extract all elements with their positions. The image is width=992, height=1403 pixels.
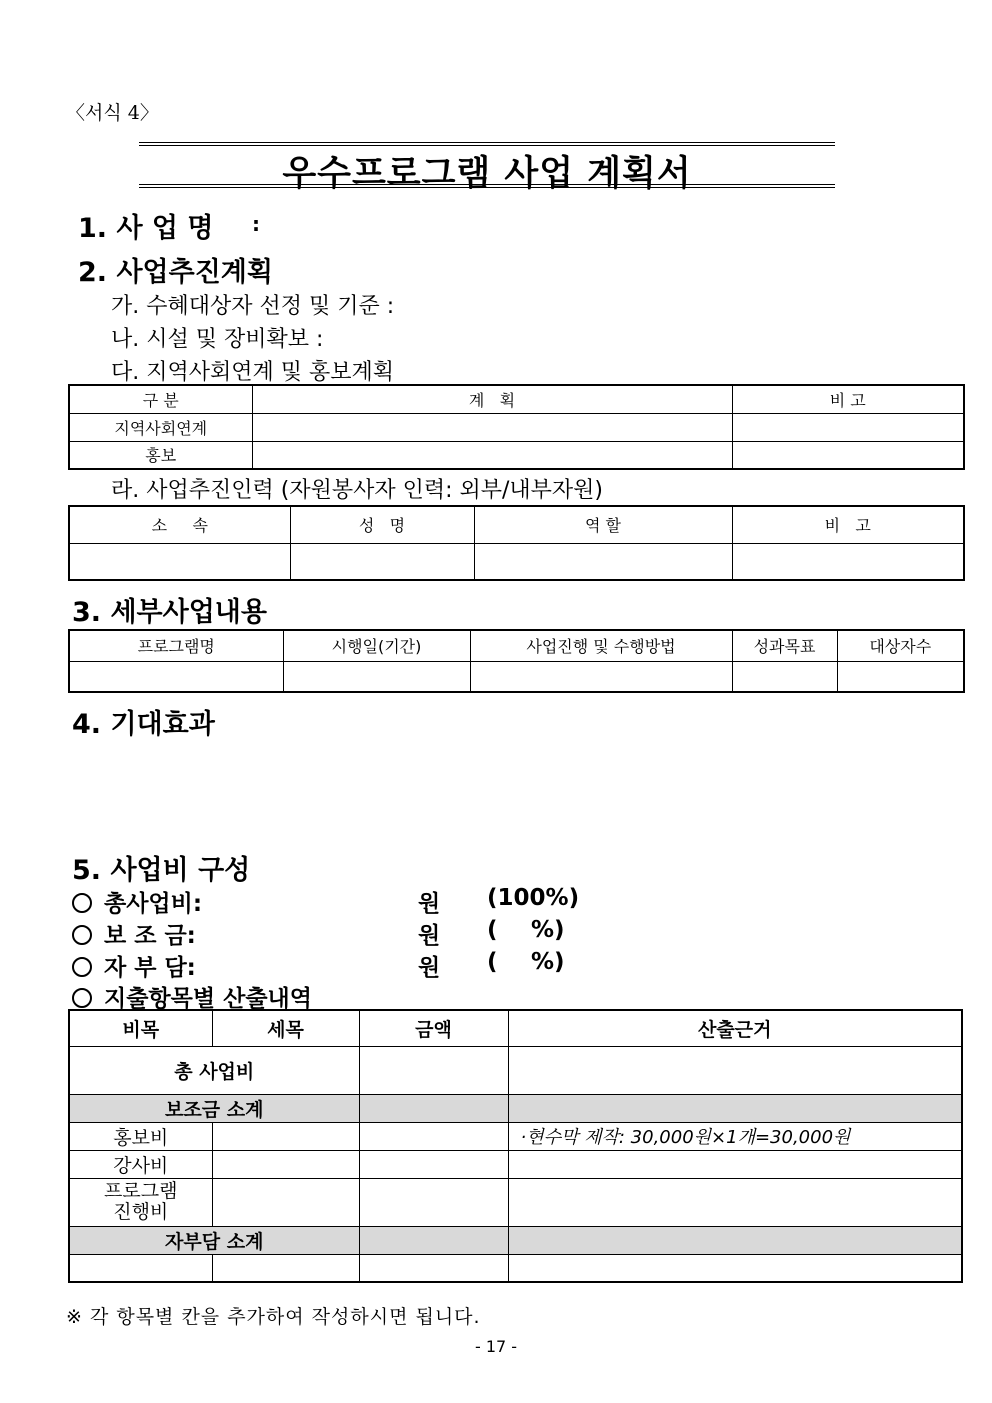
section-1-title: 1. 사 업 명: [78, 213, 214, 244]
circle-bullet-icon: [72, 957, 92, 977]
breakdown-label-text: 지출항목별 산출내역: [104, 986, 312, 1012]
header-period: 시행일(기간): [283, 630, 470, 661]
cell-instructor-amount[interactable]: [359, 1150, 508, 1178]
title-block: [139, 142, 835, 194]
cell-self-item-basis[interactable]: [508, 1254, 962, 1282]
row-label-line-1: 프로그램: [104, 1180, 178, 1202]
section-3-heading: 3. 세부사업내용: [72, 597, 267, 628]
cell-program-basis[interactable]: [508, 1178, 962, 1226]
row-label-community: 지역사회연계: [69, 413, 252, 441]
cell-self-basis[interactable]: [508, 1226, 962, 1254]
row-label-line-2: 진행비: [113, 1201, 169, 1223]
cell-pr-plan[interactable]: [252, 441, 732, 469]
row-self-subtotal: 자부담 소계: [69, 1226, 359, 1254]
item-ra: 라. 사업추진인력 (자원봉사자 인력: 외부/내부자원): [111, 478, 603, 503]
budget-unit: 원: [418, 891, 441, 917]
cell-target-count[interactable]: [837, 661, 964, 692]
cell-role[interactable]: [474, 543, 732, 580]
circle-bullet-icon: [72, 893, 92, 913]
section-5-heading: 5. 사업비 구성: [72, 855, 251, 886]
item-na: 나. 시설 및 장비확보 :: [111, 327, 324, 352]
cell-instructor-sub[interactable]: [212, 1150, 359, 1178]
cell-name[interactable]: [290, 543, 474, 580]
row-label-instructor: 강사비: [69, 1150, 212, 1178]
cell-promotion-amount[interactable]: [359, 1122, 508, 1150]
header-plan: 계 획: [252, 385, 732, 413]
budget-pct-close: %): [531, 917, 565, 943]
row-label-promotion: 홍보비: [69, 1122, 212, 1150]
row-label-pr: 홍보: [69, 441, 252, 469]
budget-pct-close: %): [531, 949, 565, 975]
cell-remarks[interactable]: [732, 543, 964, 580]
header-subcategory: 세목: [212, 1010, 359, 1046]
header-amount: 금액: [359, 1010, 508, 1046]
cell-promotion-basis[interactable]: ·현수막 제작: 30,000원×1개=30,000원: [508, 1122, 962, 1150]
footer-note: ※ 각 항목별 칸을 추가하여 작성하시면 됩니다.: [66, 1306, 481, 1328]
cell-self-sub[interactable]: [212, 1254, 359, 1282]
page-title: 우수프로그램 사업 계획서: [282, 154, 692, 194]
header-remarks: 비 고: [732, 385, 964, 413]
header-target-count: 대상자수: [837, 630, 964, 661]
staff-table: [68, 505, 965, 581]
budget-table: [68, 1009, 963, 1283]
cell-subsidy-amount[interactable]: [359, 1094, 508, 1122]
row-total-label: 총 사업비: [69, 1046, 359, 1094]
cell-program-amount[interactable]: [359, 1178, 508, 1226]
header-category: 구 분: [69, 385, 252, 413]
page-number: - 17 -: [474, 1337, 518, 1356]
circle-bullet-icon: [72, 988, 92, 1008]
row-subsidy-subtotal: 보조금 소계: [69, 1094, 359, 1122]
cell-self-item-amount[interactable]: [359, 1254, 508, 1282]
header-category: 비목: [69, 1010, 212, 1046]
header-name: 성 명: [290, 506, 474, 543]
header-method: 사업진행 및 수행방법: [470, 630, 732, 661]
community-pr-table: [68, 384, 965, 470]
cell-self-amount[interactable]: [359, 1226, 508, 1254]
cell-subsidy-basis[interactable]: [508, 1094, 962, 1122]
budget-line-total: [72, 885, 202, 918]
section-2-heading: 2. 사업추진계획: [78, 257, 273, 288]
header-affiliation: 소 속: [69, 506, 290, 543]
budget-line-label: 보 조 금:: [104, 923, 196, 949]
item-da: 다. 지역사회연계 및 홍보계획: [111, 360, 394, 385]
budget-line-label: 자 부 담:: [104, 955, 196, 981]
header-program-name: 프로그램명: [69, 630, 283, 661]
row-label-program-operation: [69, 1178, 212, 1226]
section-1-heading: [78, 206, 214, 245]
cell-community-remarks[interactable]: [732, 413, 964, 441]
form-label: 〈서식 4〉: [66, 102, 159, 124]
cell-instructor-basis[interactable]: [508, 1150, 962, 1178]
header-basis: 산출근거: [508, 1010, 962, 1046]
budget-line-label: 총사업비:: [104, 891, 203, 917]
cell-program-sub[interactable]: [212, 1178, 359, 1226]
header-goal: 성과목표: [732, 630, 837, 661]
item-ga: 가. 수혜대상자 선정 및 기준 :: [111, 294, 395, 319]
program-detail-table: [68, 629, 965, 693]
cell-method[interactable]: [470, 661, 732, 692]
cell-total-amount[interactable]: [359, 1046, 508, 1094]
cell-total-basis[interactable]: [508, 1046, 962, 1094]
cell-promotion-sub[interactable]: [212, 1122, 359, 1150]
cell-pr-remarks[interactable]: [732, 441, 964, 469]
cell-program-name[interactable]: [69, 661, 283, 692]
header-role: 역 할: [474, 506, 732, 543]
budget-line-self: [72, 949, 196, 982]
cell-period[interactable]: [283, 661, 470, 692]
section-4-heading: 4. 기대효과: [72, 709, 215, 740]
cell-self-item[interactable]: [69, 1254, 212, 1282]
budget-pct-open: (: [487, 949, 498, 975]
section-1-colon: :: [252, 212, 260, 236]
cell-community-plan[interactable]: [252, 413, 732, 441]
budget-unit: 원: [418, 923, 441, 949]
budget-unit: 원: [418, 955, 441, 981]
budget-line-subsidy: [72, 917, 196, 950]
circle-bullet-icon: [72, 925, 92, 945]
cell-goal[interactable]: [732, 661, 837, 692]
budget-pct: (100%): [487, 885, 580, 911]
budget-pct-open: (: [487, 917, 498, 943]
header-remarks: 비 고: [732, 506, 964, 543]
cell-affiliation[interactable]: [69, 543, 290, 580]
